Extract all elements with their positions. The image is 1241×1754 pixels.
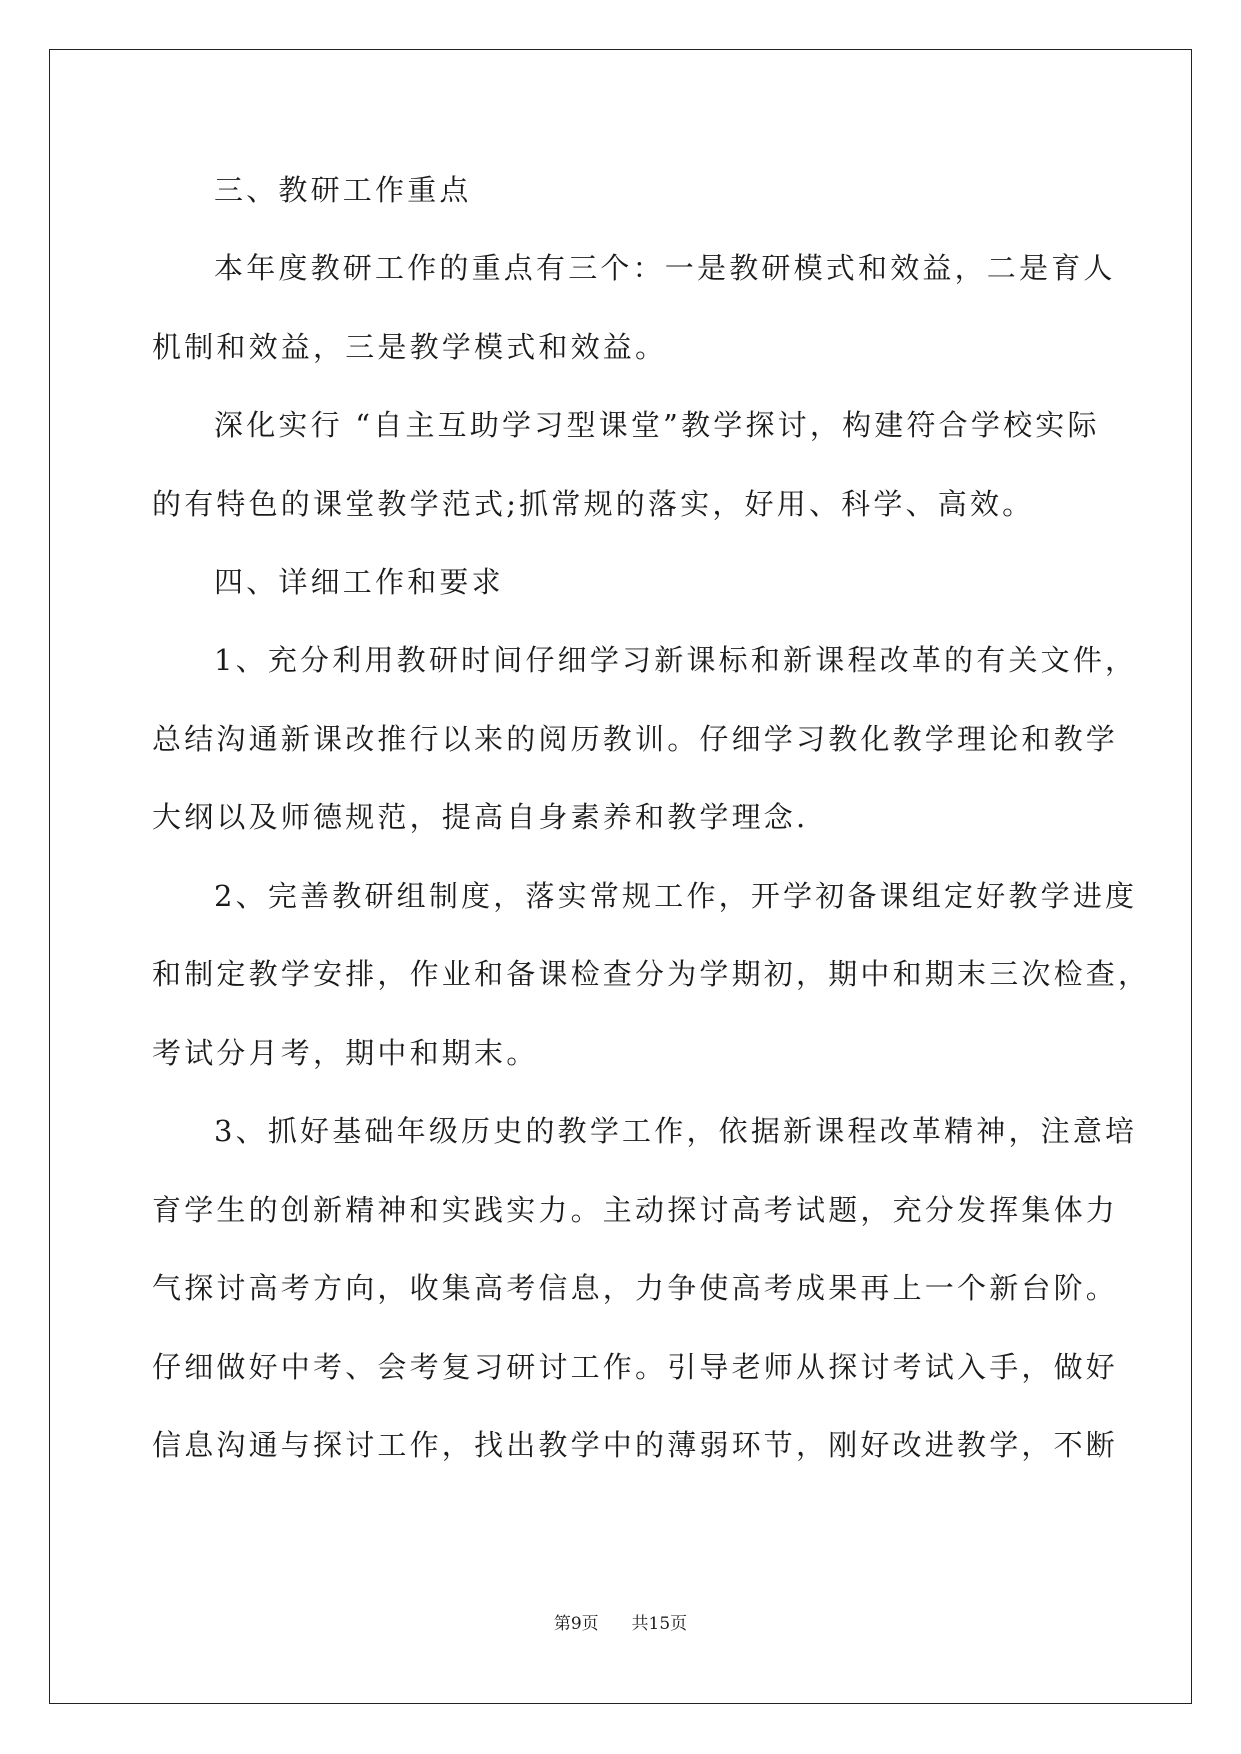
- paragraph-line: 1、充分利用教研时间仔细学习新课标和新课程改革的有关文件，: [214, 643, 1138, 677]
- heading-section-4: 四、详细工作和要求: [214, 565, 504, 599]
- paragraph-line: 大纲以及师德规范，提高自身素养和教学理念.: [152, 800, 809, 834]
- paragraph-line: 总结沟通新课改推行以来的阅历教训。仔细学习教化教学理论和教学: [152, 722, 1119, 756]
- paragraph-line: 仔细做好中考、会考复习研讨工作。引导老师从探讨考试入手，做好: [152, 1350, 1119, 1384]
- paragraph-line: 信息沟通与探讨工作，找出教学中的薄弱环节，刚好改进教学，不断: [152, 1428, 1119, 1462]
- paragraph-line: 3、抓好基础年级历史的教学工作，依据新课程改革精神，注意培: [214, 1114, 1138, 1148]
- paragraph-line: 的有特色的课堂教学范式;抓常规的落实，好用、科学、高效。: [152, 487, 1035, 521]
- heading-section-3: 三、教研工作重点: [214, 173, 472, 207]
- page-total: 共15页: [631, 1614, 688, 1634]
- paragraph-line: 机制和效益，三是教学模式和效益。: [152, 330, 668, 364]
- paragraph-line: 本年度教研工作的重点有三个：一是教研模式和效益，二是育人: [214, 251, 1116, 285]
- paragraph-line: 育学生的创新精神和实践实力。主动探讨高考试题，充分发挥集体力: [152, 1193, 1119, 1227]
- paragraph-line: 2、完善教研组制度，落实常规工作，开学初备课组定好教学进度: [214, 879, 1138, 913]
- page-number: 第9页: [553, 1614, 599, 1634]
- paragraph-line: 气探讨高考方向，收集高考信息，力争使高考成果再上一个新台阶。: [152, 1271, 1119, 1305]
- paragraph-line: 考试分月考，期中和期末。: [152, 1036, 539, 1070]
- page-footer: [0, 1612, 1241, 1636]
- paragraph-line: 和制定教学安排，作业和备课检查分为学期初，期中和期末三次检查，: [152, 957, 1151, 991]
- paragraph-line: 深化实行 “自主互助学习型课堂”教学探讨，构建符合学校实际: [214, 408, 1100, 442]
